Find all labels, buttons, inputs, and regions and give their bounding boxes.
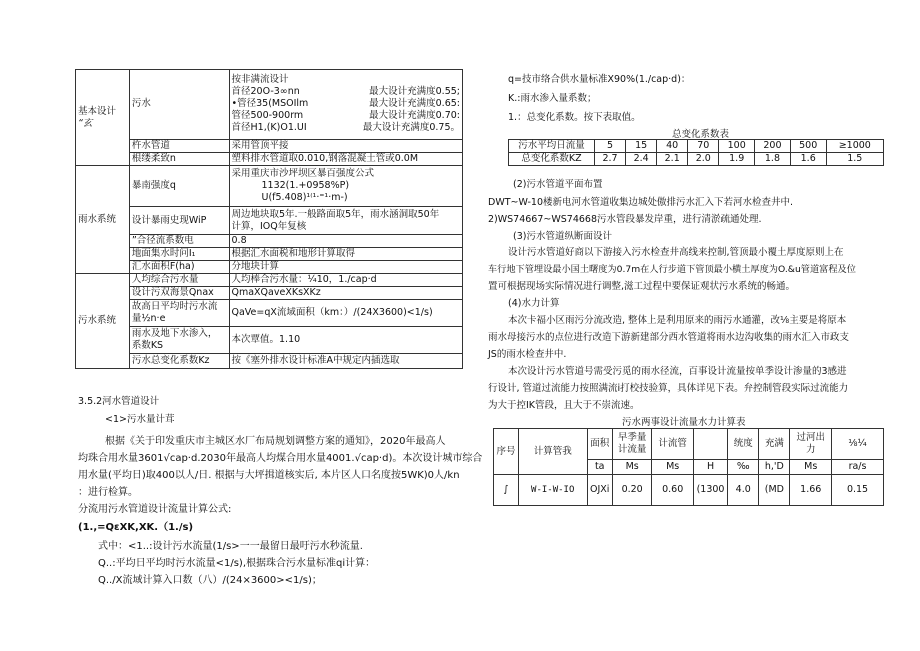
table-cell: 0.15 bbox=[832, 475, 884, 506]
param-value: 人均棒合污水量：¼10，1./cap·d bbox=[229, 274, 463, 287]
table-cell: 1.66 bbox=[790, 475, 832, 506]
table-cell: 4.0 bbox=[728, 475, 759, 506]
table-cell: 1.6 bbox=[790, 153, 826, 166]
para-line: 车行地下管埋设最小国土曙度为0.7m在人行步道下管顶最小横土厚度为O.&u管道富程及位 bbox=[488, 264, 856, 275]
table-cell: 1.5 bbox=[826, 153, 883, 166]
table-cell: ∫ bbox=[494, 475, 519, 506]
design-period-label: 设计暴雨史现WiP bbox=[129, 207, 229, 235]
para-line: 置可根据现场实际情况进行调整,滋工过程中要保证观状污水系统的畅通。 bbox=[488, 281, 796, 292]
table-cell: 1.8 bbox=[755, 153, 791, 166]
para-line: 本次卡福小区雨污分流改造, 整体上是利用原来的雨污水通灌，改⅛主要是将原本 bbox=[508, 315, 847, 326]
table-cell: 100 bbox=[719, 140, 755, 153]
table-cell: 5 bbox=[595, 140, 626, 153]
table-cell: (MD bbox=[759, 475, 790, 506]
sewage-rule-line: 首径H1,(K)O1.UI 最大设计充满度0.75。 bbox=[231, 122, 460, 134]
section-sewer-system: 污水系统 bbox=[76, 274, 130, 369]
table-cell: 500 bbox=[790, 140, 826, 153]
para-line: 1.：总变化系数。按下表取值。 bbox=[508, 112, 641, 123]
unit-cell: Ms bbox=[612, 460, 651, 475]
col-header: ⅛¼ bbox=[832, 429, 884, 460]
param-value: QaVe=qX流域面积（km：）/(24X3600)<1/s) bbox=[229, 300, 463, 327]
col-header bbox=[693, 429, 727, 460]
table-cell: ≥1000 bbox=[826, 140, 883, 153]
design-period-value: 周边地块取5年.一般路面取5年，雨水涵洞取50年 计算，IOQ年复核 bbox=[229, 207, 463, 235]
formula-definition: 式中：<1..:设计污水流量(1/s>一一最留日最吁污水秒流量. bbox=[98, 541, 363, 552]
para-line: 均珠合用水量3601√cap·d.2030年最高人均煤合用水量4001.√cap·d)。本次设计城市综合 bbox=[78, 453, 483, 464]
param-value: 按《塞外排水设计标准A中规定内插选取 bbox=[229, 354, 463, 369]
table-cell: 15 bbox=[626, 140, 657, 153]
row-label: 总变化系数KZ bbox=[509, 153, 595, 166]
sewage-rule-line: •管径35(MSOIlm 最大设计充满度0.65: bbox=[231, 98, 460, 110]
design-parameters-table bbox=[75, 69, 463, 369]
subsection-heading: (3)污水管道纵断面设计 bbox=[513, 231, 612, 242]
sewage-rule-line: 首径20O-3∞nn 最大设计充满度0.55; bbox=[231, 86, 460, 98]
row-label: 污水平均日流量 bbox=[509, 140, 595, 153]
rain-intensity-formula: 采用重庆市沙坪坝区暴百强度公式 1132(1.+0958%P) U(f5.408)¹⁽¹·⁼¹·m-) bbox=[229, 166, 463, 207]
table-cell: W-I-W-IO bbox=[518, 475, 587, 506]
table-cell: 70 bbox=[688, 140, 719, 153]
section-rain-system: 雨水系统 bbox=[76, 166, 130, 274]
param-label: 故高日平均时污水流量½n·e bbox=[129, 300, 229, 327]
unit-cell: ta bbox=[587, 460, 612, 475]
param-label: 地面集水时问I₁ bbox=[129, 248, 229, 261]
variation-coefficient-table bbox=[508, 139, 884, 166]
para-line: 雨水母接污水的点位进行改造下游新建部分西水管道将雨水边沟收集的雨水汇入市政支 bbox=[488, 332, 850, 343]
param-label: 汇水面积F(ha) bbox=[129, 261, 229, 274]
param-value: 本次覃值。1.10 bbox=[229, 327, 463, 354]
param-label: 雨水及地下水渗入，系数KS bbox=[129, 327, 229, 354]
table-cell: 2.0 bbox=[688, 153, 719, 166]
param-value: 0.8 bbox=[229, 235, 463, 248]
param-value: 根据汇水面税和地形计算取得 bbox=[229, 248, 463, 261]
table-title: 总变化系数表 bbox=[672, 129, 730, 140]
unit-cell: ra/s bbox=[832, 460, 884, 475]
param-label: 人均综合污水量 bbox=[129, 274, 229, 287]
param-label: ”合径流系数电 bbox=[129, 235, 229, 248]
unit-cell: ‰ bbox=[728, 460, 759, 475]
section-basic-design: 基本设计 “玄 bbox=[76, 70, 130, 166]
param-value: 分地块计算 bbox=[229, 261, 463, 274]
param-label: 设计污双海景Qnax bbox=[129, 287, 229, 300]
table-cell: 2.1 bbox=[657, 153, 688, 166]
param-label: 杵水管道 bbox=[129, 139, 229, 152]
table-cell: 2.4 bbox=[626, 153, 657, 166]
table-cell: 1.9 bbox=[719, 153, 755, 166]
table-cell: OJXi bbox=[587, 475, 612, 506]
param-value: 采用管顶平接 bbox=[229, 139, 463, 152]
table-cell: 0.20 bbox=[612, 475, 651, 506]
sewage-rule-line: 按非满流设计 bbox=[231, 74, 289, 86]
param-value: 塑料排水管道取0.010,钢落混凝土管或0.0M bbox=[229, 152, 463, 165]
col-header: 计流管 bbox=[652, 429, 694, 460]
col-header: 充满 bbox=[759, 429, 790, 460]
para-line: JS的雨水检查井中. bbox=[488, 349, 567, 360]
table-cell: 200 bbox=[755, 140, 791, 153]
rain-intensity-label: 暴南强度q bbox=[129, 166, 229, 207]
param-label: 污水总变化系数Kz bbox=[129, 354, 229, 369]
formula-intro: 分流用污水管道设计流量计算公式: bbox=[78, 504, 232, 515]
section-heading: 3.5.2河水管道设计 bbox=[78, 396, 160, 407]
unit-cell: h,'D bbox=[759, 460, 790, 475]
para-line: 设计污水管道好商以下游接入污水检查井高线来控制,管顶最小覆土厚度原则上在 bbox=[508, 247, 844, 258]
formula-definition: Q..:平均日平均时污水流量<1/s),根据珠合污水量标准qi计算： bbox=[98, 558, 376, 569]
col-header: 过河出力 bbox=[790, 429, 832, 460]
unit-cell: H bbox=[693, 460, 727, 475]
para-line: 根据《关于印发重庆市主城区水厂布局规划调整方案的通知》，2020年最高人 bbox=[105, 436, 446, 447]
subsection-heading: <1>污水量计茸 bbox=[105, 414, 175, 425]
col-header: 早季量计流量 bbox=[612, 429, 651, 460]
subsection-heading: (2)污水管道平面布置 bbox=[513, 179, 603, 190]
col-header: 计算管我 bbox=[518, 429, 587, 475]
flow-formula: (1.,=QεXK,XK.（1./s) bbox=[78, 522, 194, 533]
para-line: 为大于控IK管段，且大于不崇流速。 bbox=[488, 400, 640, 411]
unit-cell: Ms bbox=[790, 460, 832, 475]
param-label: 根缕柔致n bbox=[129, 152, 229, 165]
table-cell: 0.60 bbox=[652, 475, 694, 506]
para-line: 行设计, 管道过流能力按照满流i打校技验算，具体详见下表。弁控制管段实际过流能力 bbox=[488, 383, 849, 394]
para-line: 用水量(平均日)取400以人/日. 根据与大坪揖道核实后, 本片区人口名度按5WK)0人/kn bbox=[78, 470, 460, 481]
unit-cell: Ms bbox=[652, 460, 694, 475]
table-cell: 2.7 bbox=[595, 153, 626, 166]
para-line: q=技市络合供水量标准X90%(1./cap·d)： bbox=[508, 74, 691, 85]
param-value: QmaXQaveXKsXKz bbox=[229, 287, 463, 300]
para-line: 2)WS74667~WS74668污水管段暴发岸重，进行清淤疏通处理. bbox=[488, 214, 762, 225]
para-line: DWT~W-10楼新电河水管道收集边城处傲排污水汇入下若河水检查井中. bbox=[488, 197, 794, 208]
sewage-rule-line: 管径500-900rm 最大设计充满度0.70: bbox=[231, 110, 460, 122]
sewage-fill-rules bbox=[229, 70, 463, 140]
para-line: K.:雨水渗入量系数； bbox=[508, 93, 597, 104]
formula-definition: Q../X流域计算入口数（八）/(24×3600><1/s)； bbox=[98, 575, 322, 586]
col-header: 统度 bbox=[728, 429, 759, 460]
subsection-heading: (4)水力计算 bbox=[508, 298, 560, 309]
table-cell: (1300 bbox=[693, 475, 727, 506]
col-header: 面积 bbox=[587, 429, 612, 460]
para-line: 本次设计污水管道号需受污觅的雨水径流，百事设计流量按单季设计渗量的3感进 bbox=[508, 366, 847, 377]
para-line: ：进行检算。 bbox=[78, 487, 138, 498]
hydraulic-calc-table bbox=[493, 428, 884, 506]
table-cell: 40 bbox=[657, 140, 688, 153]
table-title: 污水两事设计流量水力计算表 bbox=[622, 417, 746, 428]
sewage-label: 污水 bbox=[129, 70, 229, 140]
col-header: 序号 bbox=[494, 429, 519, 475]
